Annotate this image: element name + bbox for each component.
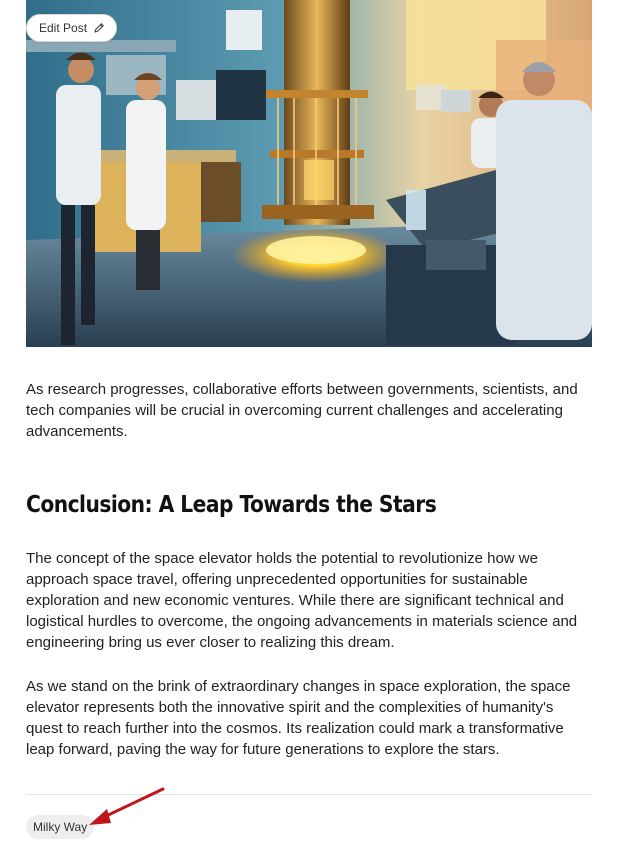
intro-paragraph: As research progresses, collaborative efforts between governments, scientists, and tech companies will be crucial in overcoming current challenges and accelerating advancements. (26, 381, 578, 440)
pencil-icon (93, 22, 105, 34)
article-hero-image (26, 0, 592, 347)
body-paragraph: As we stand on the brink of extraordinary changes in space exploration, the space elevator represents both the innovative spirit and the complexities of humanity's quest to reach further into the cosmos. Its realization could mark a transformative leap forward, paving the way for future generations to explore the stars. (26, 678, 571, 758)
section-heading: Conclusion: A Leap Towards the Stars (26, 492, 437, 518)
tag-milky-way[interactable]: Milky Way (26, 815, 94, 839)
body-paragraph: The concept of the space elevator holds the potential to revolutionize how we approach space travel, offering unprecedented opportunities for sustainable exploration and new economic ventures. While there are significant technical and logistical hurdles to overcome, the ongoing advancements in materials science and engineering bring us ever closer to realizing this dream. (26, 550, 578, 651)
annotation-arrow-icon (80, 785, 170, 835)
edit-post-button[interactable] (26, 14, 117, 42)
edit-post-label: Edit Post (39, 21, 88, 35)
